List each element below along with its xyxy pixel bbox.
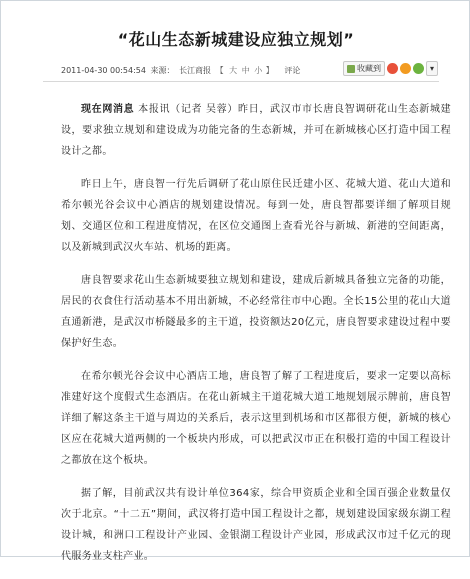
dateline: 现在网消息 bbox=[81, 104, 135, 115]
paragraph bbox=[61, 270, 451, 354]
comment-link[interactable]: 评论 bbox=[284, 66, 301, 75]
font-size-small-button[interactable]: 小 bbox=[254, 66, 263, 75]
paragraph bbox=[61, 366, 451, 471]
paragraph-text: 唐良智要求花山生态新城要独立规划和建设，建成后新城具备独立完备的功能，居民的衣食住行活动基本不用出新城，不必经常往市中心跑。全长15公里的花山大道直通新港，是武汉市桥隧最多的主干道，投资额达20亿元，唐良智要求建设过程中要保护好生态。 bbox=[61, 275, 451, 349]
share-douban-icon[interactable] bbox=[413, 63, 424, 74]
font-size-open: 【 bbox=[215, 66, 224, 75]
article-meta bbox=[61, 65, 302, 76]
font-size-large-button[interactable]: 大 bbox=[229, 66, 238, 75]
share-weibo-icon[interactable] bbox=[387, 63, 398, 74]
favorite-label: 收藏到 bbox=[357, 64, 381, 73]
article-body bbox=[61, 99, 451, 579]
paragraph-text: 据了解，目前武汉共有设计单位364家，综合甲资质企业和全国百强企业数量仅次于北京。“十二五”期间，武汉将打造中国工程设计之都，规划建设国家级东湖工程设计城，和洲口工程设计产业园、金银湖工程设计产业园，形成武汉市过千亿元的现代服务业支柱产业。 bbox=[61, 488, 451, 562]
divider bbox=[43, 81, 439, 82]
paragraph-text: 本报讯（记者 吴蓉）昨日，武汉市市长唐良智调研花山生态新城建设，要求独立规划和建设成为功能完备的生态新城，并可在新城核心区打造中国工程设计之都。 bbox=[61, 104, 451, 157]
article-title: “花山生态新城建设应独立规划” bbox=[117, 30, 355, 49]
paragraph bbox=[61, 99, 451, 162]
favorite-button[interactable] bbox=[343, 61, 385, 76]
paragraph-text: 昨日上午，唐良智一行先后调研了花山原住民迁建小区、花城大道、花山大道和希尔顿光谷会议中心酒店的规划建设情况。每到一处，唐良智都要详细了解项目规划、交通区位和工程进度情况，在区位交通图上查看光谷与新城、新港的空间距离，以及新城到武汉火车站、机场的距离。 bbox=[61, 179, 451, 253]
source-label: 来源： bbox=[150, 66, 175, 75]
share-qzone-icon[interactable] bbox=[400, 63, 411, 74]
more-share-dropdown[interactable]: ▾ bbox=[426, 61, 438, 76]
publish-datetime: 2011-04-30 00:54:54 bbox=[61, 66, 146, 75]
font-size-medium-button[interactable]: 中 bbox=[241, 66, 250, 75]
paragraph bbox=[61, 483, 451, 567]
bookmark-icon bbox=[347, 65, 355, 73]
paragraph-text: 在希尔顿光谷会议中心酒店工地，唐良智了解了工程进度后，要求一定要以高标准建好这个度假式生态酒店。在花山新城主干道花城大道工地规划展示牌前，唐良智详细了解这条主干道与周边的关系后，表示这里到机场和市区都很方便，新城的核心区应在花城大道两侧的一个板块内形成，可以把武汉市正在积极打造的中国工程设计之都放在这个板块。 bbox=[61, 371, 451, 466]
paragraph bbox=[61, 174, 451, 258]
source-name[interactable]: 长江商报 bbox=[179, 66, 212, 75]
share-toolbar bbox=[343, 61, 438, 76]
font-size-close: 】 bbox=[265, 66, 274, 75]
